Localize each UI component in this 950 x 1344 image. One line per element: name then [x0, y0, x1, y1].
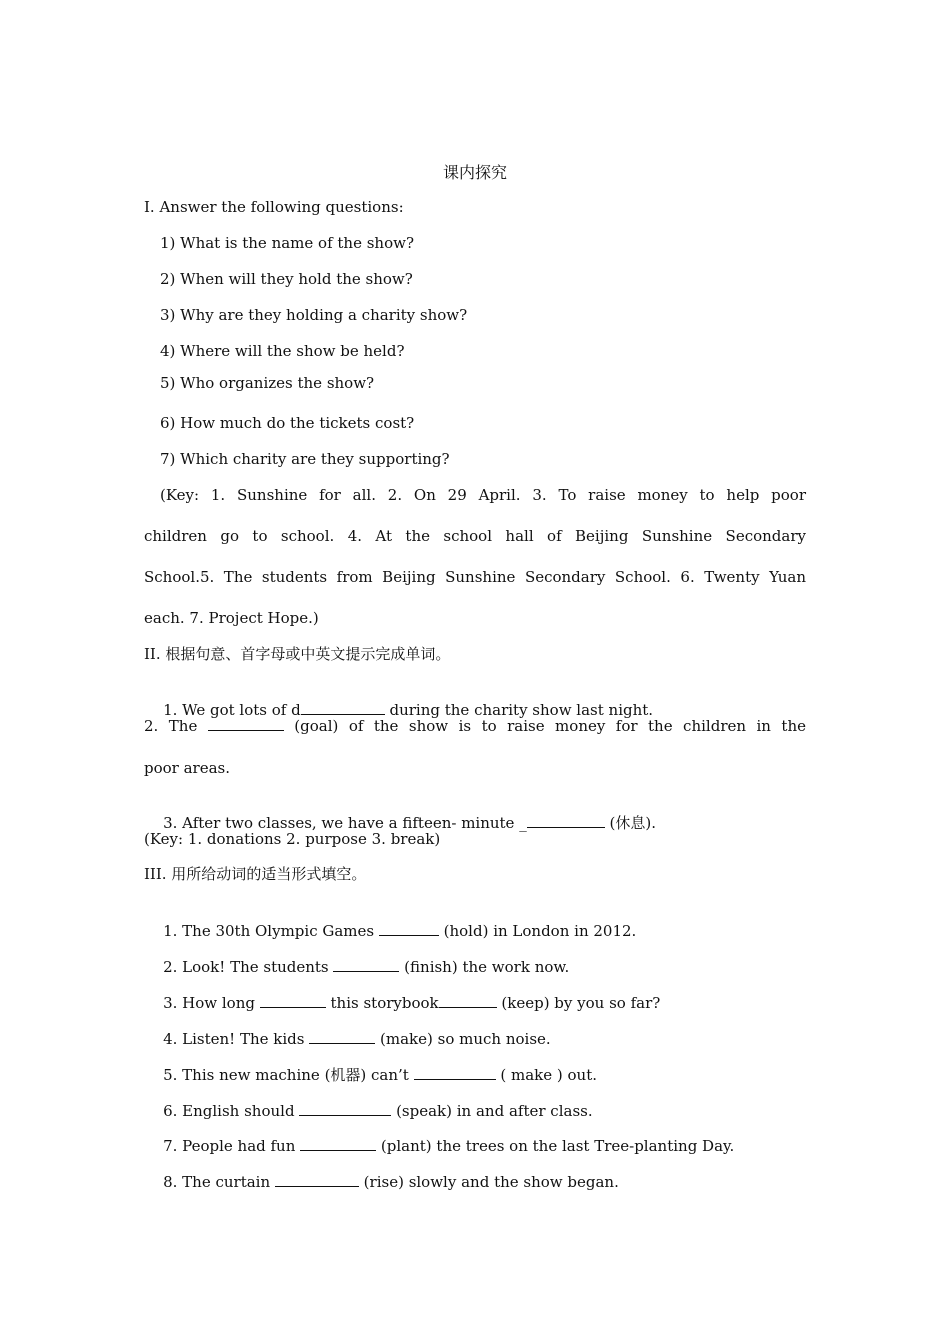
item-text-after: (rise) slowly and the show began. [358, 1173, 619, 1191]
page-title: 课内探究 [442, 163, 507, 182]
answer-blank[interactable] [300, 1136, 376, 1151]
item-text-before: 5. This new machine (机器) can’t [163, 1066, 414, 1084]
section-3-heading: III. 用所给动词的适当形式填空。 [144, 865, 367, 883]
item-text-after: (休息). [604, 814, 656, 832]
answer-blank[interactable] [309, 1029, 375, 1044]
item-text-before: 8. The curtain [163, 1173, 275, 1191]
answer-blank[interactable] [275, 1172, 359, 1187]
section-2-heading: II. 根据句意、首字母或中英文提示完成单词。 [144, 645, 451, 663]
section-2-item-2-continued: poor areas. [144, 759, 231, 777]
answer-blank[interactable] [299, 1101, 391, 1116]
item-text-before: 1. The 30th Olympic Games [163, 922, 379, 940]
question-2: 2) When will they hold the show? [160, 270, 413, 288]
answer-key-line-4: each. 7. Project Hope.) [144, 609, 319, 627]
item-text-after: (finish) the work now. [399, 958, 570, 976]
question-1: 1) What is the name of the show? [160, 234, 415, 252]
section-2-answer-key: (Key: 1. donations 2. purpose 3. break) [144, 830, 441, 848]
item-text-before: 2. The [144, 717, 208, 735]
section-2-item-2 [144, 716, 806, 736]
item-text-before: 3. After two classes, we have a fifteen- minute _ [163, 814, 527, 832]
item-text-after: during the charity show last night. [384, 701, 654, 719]
question-6: 6) How much do the tickets cost? [160, 414, 415, 432]
answer-blank[interactable] [414, 1065, 496, 1080]
item-text-after: (make) so much noise. [375, 1030, 551, 1048]
item-text-before: 2. Look! The students [163, 958, 334, 976]
answer-key-line-2: children go to school. 4. At the school hall of Beijing Sunshine Secondary [144, 527, 806, 545]
answer-key-line-3: School.5. The students from Beijing Sunshine Secondary School. 6. Twenty Yuan [144, 568, 806, 586]
item-text-before: 1. We got lots of d [163, 701, 301, 719]
section-1-heading: I. Answer the following questions: [144, 198, 404, 216]
question-3: 3) Why are they holding a charity show? [160, 306, 468, 324]
answer-blank[interactable] [333, 957, 399, 972]
answer-blank[interactable] [527, 813, 605, 828]
item-text-after: (speak) in and after class. [391, 1102, 593, 1120]
item-text-after: (hold) in London in 2012. [438, 922, 637, 940]
item-text-after: ( make ) out. [495, 1066, 598, 1084]
answer-blank[interactable] [439, 993, 497, 1008]
question-7: 7) Which charity are they supporting? [160, 450, 450, 468]
answer-blank[interactable] [301, 700, 385, 715]
answer-blank[interactable] [379, 921, 439, 936]
answer-key-line-1: (Key: 1. Sunshine for all. 2. On 29 April. 3. To raise money to help poor [160, 486, 806, 504]
item-text-before: 4. Listen! The kids [163, 1030, 310, 1048]
question-4: 4) Where will the show be held? [160, 342, 405, 360]
item-text-middle: this storybook [325, 994, 439, 1012]
item-text-before: 6. English should [163, 1102, 300, 1120]
item-text-before: 3. How long [163, 994, 260, 1012]
item-text-before: 7. People had fun [163, 1137, 301, 1155]
item-text-after: (goal) of the show is to raise money for the children in the [283, 717, 806, 735]
item-text-after: (plant) the trees on the last Tree-planting Day. [376, 1137, 735, 1155]
question-5: 5) Who organizes the show? [160, 374, 375, 392]
answer-blank[interactable] [260, 993, 326, 1008]
section-3-item-8 [144, 1152, 806, 1212]
item-text-after: (keep) by you so far? [496, 994, 661, 1012]
answer-blank[interactable] [208, 716, 284, 731]
